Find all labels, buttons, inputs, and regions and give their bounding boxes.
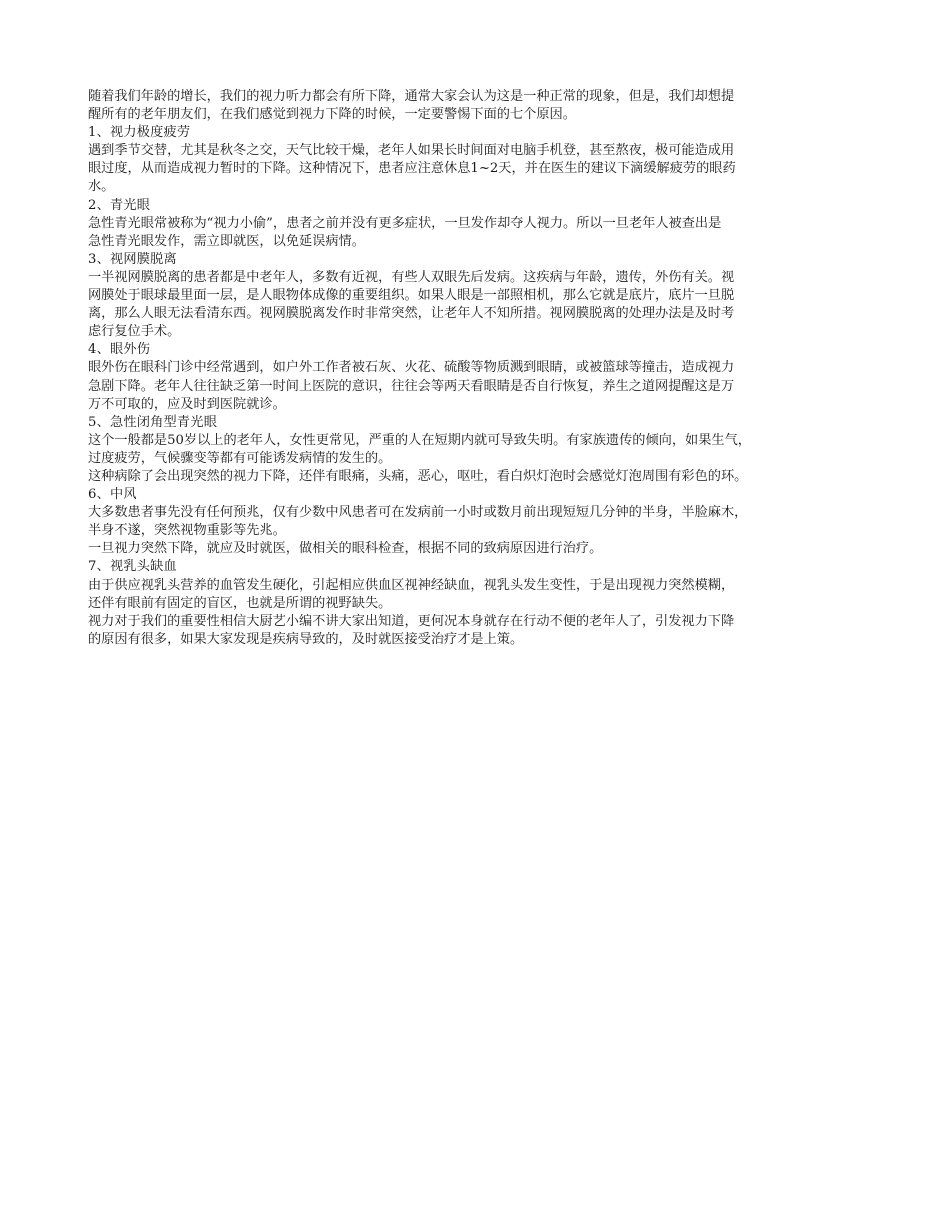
- text-line: 一旦视力突然下降，就应及时就医，做相关的眼科检查，根据不同的致病原因进行治疗。: [88, 541, 603, 557]
- section-heading: 2、青光眼: [88, 197, 151, 213]
- section-heading: 1、视力极度疲劳: [88, 125, 191, 141]
- text-line: 过度疲劳，气候骤变等都有可能诱发病情的发生的。: [88, 450, 392, 466]
- text-line: 急性青光眼常被称为“视力小偷”，患者之前并没有更多症状，一旦发作却夺人视力。所以一旦老年人被查出是: [88, 215, 722, 231]
- section-retinal-detachment: [88, 251, 870, 341]
- text-line: 半身不遂，突然视物重影等先兆。: [88, 523, 286, 539]
- text-line: 水。: [88, 179, 115, 195]
- text-line: 大多数患者事先没有任何预兆，仅有少数中风患者可在发病前一小时或数月前出现短短几分钟的半身，半脸麻木，: [88, 505, 748, 521]
- intro-paragraph: [88, 88, 870, 124]
- closing-paragraph: [88, 613, 870, 649]
- text-line: 视力对于我们的重要性相信大厨艺小编不讲大家出知道，更何况本身就存在行动不便的老年人了，引发视力下降: [88, 613, 735, 629]
- text-line: 这种病除了会出现突然的视力下降，还伴有眼痛，头痛，恶心，呕吐，看白炽灯泡时会感觉灯泡周围有彩色的环。: [88, 468, 748, 484]
- text-line: 眼外伤在眼科门诊中经常遇到，如户外工作者被石灰、火花、硫酸等物质溅到眼睛，或被篮球等撞击，造成视力: [88, 360, 735, 376]
- text-line: 由于供应视乳头营养的血管发生硬化，引起相应供血区视神经缺血，视乳头发生变性，于是出现视力突然模糊，: [88, 577, 735, 593]
- section-heading: 5、急性闭角型青光眼: [88, 414, 218, 430]
- text-line: 离，那么人眼无法看清东西。视网膜脱离发作时非常突然，让老年人不知所措。视网膜脱离的处理办法是及时考: [88, 306, 735, 322]
- text-line: 急剧下降。老年人往往缺乏第一时间上医院的意识，往往会等两天看眼睛是否自行恢复，养生之道网提醒这是万: [88, 378, 735, 394]
- text-line: 随着我们年龄的增长，我们的视力听力都会有所下降，通常大家会认为这是一种正常的现象，但是，我们却想提: [88, 89, 735, 104]
- section-stroke: [88, 486, 870, 558]
- section-acute-angle-closure-glaucoma: [88, 414, 870, 486]
- section-visual-fatigue: [88, 124, 870, 196]
- text-line: 急性青光眼发作，需立即就医，以免延误病情。: [88, 233, 365, 249]
- section-heading: 3、视网膜脱离: [88, 251, 177, 267]
- section-glaucoma: [88, 197, 870, 251]
- text-line: 遇到季节交替，尤其是秋冬之交，天气比较干燥，老年人如果长时间面对电脑手机登，甚至熬夜，极可能造成用: [88, 143, 735, 159]
- text-line: 的原因有很多，如果大家发现是疾病导致的，及时就医接受治疗才是上策。: [88, 631, 524, 647]
- text-line: 一半视网膜脱离的患者都是中老年人，多数有近视，有些人双眼先后发病。这疾病与年龄，遗传，外伤有关。视: [88, 269, 735, 285]
- text-line: 虑行复位手术。: [88, 324, 181, 340]
- text-line: 醒所有的老年朋友们，在我们感觉到视力下降的时候，一定要警惕下面的七个原因。: [88, 107, 576, 123]
- text-line: 这个一般都是50岁以上的老年人，女性更常见，严重的人在短期内就可导致失明。有家族遗传的倾向，如果生气，: [88, 432, 751, 448]
- text-line: 还伴有眼前有固定的盲区，也就是所谓的视野缺失。: [88, 595, 392, 611]
- section-heading: 7、视乳头缺血: [88, 559, 177, 575]
- text-line: 眼过度，从而造成视力暂时的下降。这种情况下，患者应注意休息1~2天，并在医生的建议下滴缓解疲劳的眼药: [88, 161, 736, 177]
- text-line: 万不可取的，应及时到医院就诊。: [88, 396, 286, 412]
- document-body: [88, 88, 870, 649]
- section-heading: 6、中风: [88, 487, 137, 503]
- section-eye-injury: [88, 341, 870, 413]
- section-heading: 4、眼外伤: [88, 342, 151, 358]
- section-optic-disc-ischemia: [88, 558, 870, 612]
- text-line: 网膜处于眼球最里面一层，是人眼物体成像的重要组织。如果人眼是一部照相机，那么它就是底片，底片一旦脱: [88, 288, 735, 304]
